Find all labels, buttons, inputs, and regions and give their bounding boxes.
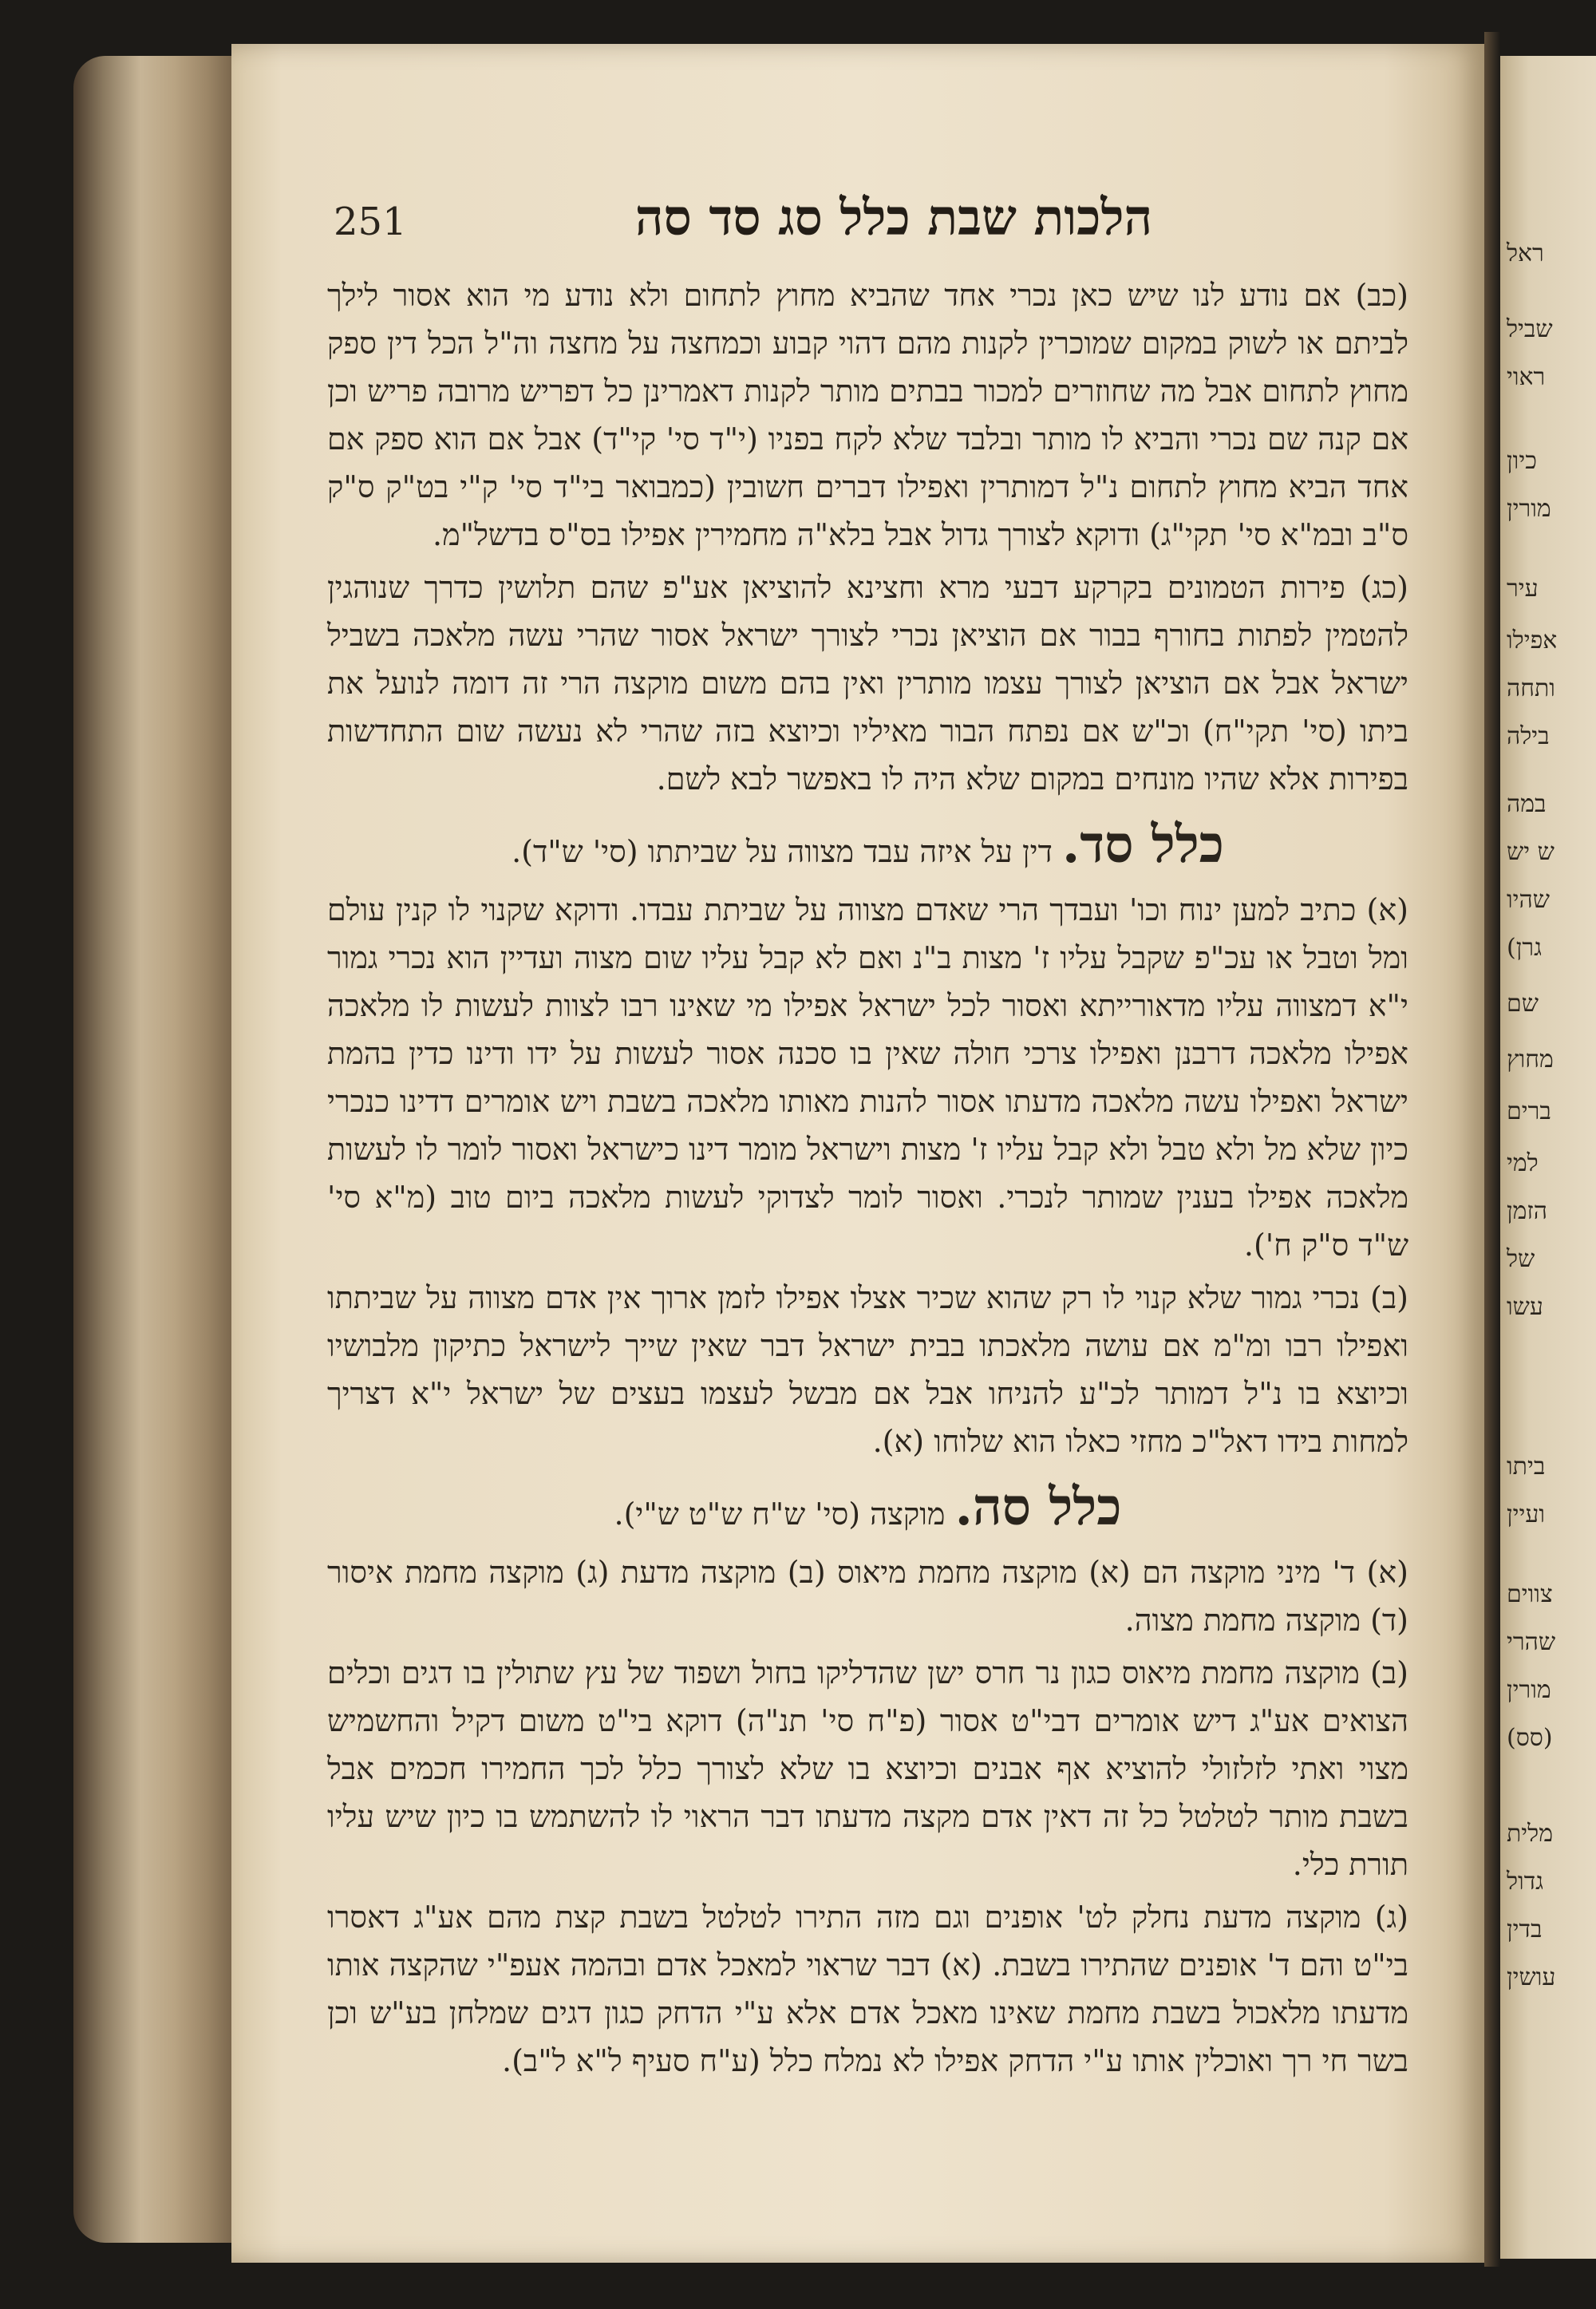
adjacent-page-fragment: של [1507,1245,1535,1273]
adjacent-page-fragment: ברים [1507,1097,1551,1125]
adjacent-page-fragment: מורין [1507,495,1551,523]
adjacent-page-fragment: בדין [1507,1916,1543,1943]
paragraph: (א) כתיב למען ינוח וכו' ועבדך הרי שאדם מצווה על שביתת עבדו. ודוקא שקנוי לו קנין עולם ומל וטבל או עכ"פ שקבל עליו ז' מצות ב"נ ואם לא קבל עליו שום מצוה ועדיין הוא נכרי גמור י"א דמצווה עליו מדאורייתא ואסור לכל ישראל אפילו מי שאינו רבו לצוות לעשות לו מלאכה אפילו מלאכה דרבנן ואפילו צרכי חולה שאין בו סכנה אסור לעשות על ידו ודינו כדין בהמת ישראל ואפילו עשה מלאכה מדעתו אסור להנות מאותו מלאכה בשבת ויש אומרים דדינו כנכרי כיון שלא מל ולא טבל ולא קבל עליו ז' מצות וישראל מומר דינו כישראל ואסור לומר לו לעשות מלאכה אפילו בענין שמותר לנכרי. ואסור לומר לצדוקי לעשות מלאכה ביום טוב (מ"א סי' ש"ד ס"ק ח'). [327,892,1408,1263]
paragraph: (ב) נכרי גמור שלא קנוי לו רק שהוא שכיר אצלו אפילו לזמן ארוך אין אדם מצווה על שביתתו ואפילו רבו ומ"מ אם עושה מלאכתו בבית ישראל דבר שאין שייך לישראל כתיקון מלבושיו וכיוצא בו נ"ל דמותר לכ"ע להניחו אבל אם מבשל לעצמו בעצים של ישראל י"א דצריך למחות בידו דאל"כ מחזי כאלו הוא שלוחו (א). [327,1280,1408,1459]
section-heading [327,1477,1408,1542]
book-page-stack [73,56,241,2243]
adjacent-page-fragment: אפילו [1507,627,1558,654]
section-heading-title: מוקצה (סי' ש"ח ש"ט ש"י). [614,1497,946,1532]
adjacent-page-fragment: מחוץ [1507,1046,1554,1073]
adjacent-page-fragment: (סס) [1507,1724,1553,1752]
text-block [327,271,1408,2090]
adjacent-page-fragment: ש יש [1507,838,1555,866]
paragraph: (כג) פירות הטמונים בקרקע דבעי מרא וחצינא להוציאן אע"פ שהם תלושין כדרך שנוהגין להטמין לפתות בחורף בבור אם הוציאן נכרי לצורך ישראל אסור שהרי עשה מלאכה בשביל ישראל אבל אם הוציאן לצורך עצמו מותרין ואין בהם משום מוקצה הרי זה דומה לנועל את ביתו (סי' תקי"ח) וכ"ש אם נפתח הבור מאיליו וכיוצא בזה שהרי לא נעשה שום התחדשות בפירות אלא שהיו מונחים במקום שלא היה לו באפשר לבא לשם. [327,570,1408,797]
adjacent-page-fragment: מלית [1507,1820,1553,1848]
paragraph: (ג) מוקצה מדעת נחלק לט' אופנים וגם מזה התירו לטלטל בשבת קצת מהם אע"ג דאסרו בי"ט והם ד' אופנים שהתירו בשבת. (א) דבר שראוי למאכל אדם ובהמה אעפ"י שהקצה אותו מדעתו מלאכול בשבת מחמת שאינו מאכל אדם אלא ע"י הדחק כגון דגים שמלחן בע"ש וכן בשר חי רך ואוכלין אותו ע"י הדחק אפילו לא נמלח כלל (ע"ח סעיף ל"א ל"ב). [327,1900,1408,2078]
adjacent-page-fragment: שביל [1507,315,1553,343]
adjacent-page-fragment: ועיין [1507,1500,1546,1528]
adjacent-page-fragment: שהיו [1507,886,1551,914]
adjacent-page-fragment: ראוי [1507,363,1546,391]
book-gutter [1484,32,1500,2267]
running-head: הלכות שבת כלל סג סד סה [634,188,1153,247]
paragraph: (כב) אם נודע לנו שיש כאן נכרי אחד שהביא מחוץ לתחום ולא נודע מי הוא אסור לילך לביתם או לשוק במקום שמוכרין לקנות מהם דהוי קבוע וכמחצה על מחצה וה"ל הכל דין ספק מחוץ לתחום אבל מה שחוזרים למכור בבתים מותר לקנות דאמרינן כל דפריש מרובה פריש וכן אם קנה שם נכרי והביא לו מותר ובלבד שלא לקח בפניו (י"ד סי' קי"ד) אבל אם הוא ספק אם אחד הביא מחוץ לתחום נ"ל דמותרין ואפילו דברים חשובין (כמבואר בי"ד סי' ק"י בט"ק ס"ק ס"ב ובמ"א סי' תקי"ג) ודוקא לצורך גדול אבל בלא"ה מחמירין אפילו בס"ס בדשל"מ. [327,278,1408,552]
adjacent-page-fragment: שהרי [1507,1628,1556,1656]
section-heading [327,817,1408,880]
paragraph: (ב) מוקצה מחמת מיאוס כגון נר חרס ישן שהדליקו בחול ושפוד של עץ שתולין בו דגים וכלים הצואים אע"ג דיש אומרים דבי"ט אסור (פ"ח סי' תנ"ה) דוקא בי"ט משום דקיל והחשמיש מצוי ואתי לזלזולי להוציא אף אבנים וכיוצא בו שלא לצורך כלל לכך החמירו חכמים אבל בשבת מותר לטלטל כל זה דאין אדם מקצה מדעתו דבר הראוי לו להשתמש בו כיון שיש עליו תורת כלי. [327,1655,1408,1882]
adjacent-page-fragment: צווים [1507,1580,1553,1608]
adjacent-page-fragment: ביתו [1507,1453,1546,1481]
adjacent-page-fragment: גרן) [1507,934,1542,962]
adjacent-page-fragment: עושין [1507,1963,1556,1991]
section-heading-title: דין על איזה עבד מצווה על שביתתו (סי' ש"ד). [512,834,1053,869]
adjacent-page-fragment: כיון [1507,447,1537,475]
adjacent-page-fragment: במה [1507,790,1547,818]
adjacent-page-fragment: ותחה [1507,674,1555,702]
adjacent-page-fragment: מורין [1507,1676,1551,1704]
section-heading-number: כלל סד. [1062,815,1224,875]
adjacent-page-edge [1500,56,1596,2259]
paragraph: (א) ד' מיני מוקצה הם (א) מוקצה מחמת מיאוס (ב) מוקצה מדעת (ג) מוקצה מחמת איסור (ד) מוקצה מחמת מצוה. [327,1555,1408,1638]
adjacent-page-fragment: הזמן [1507,1197,1548,1225]
adjacent-page-fragment: בילה [1507,722,1550,750]
adjacent-page-fragment: למי [1507,1149,1539,1177]
adjacent-page-fragment: שם [1507,990,1539,1018]
adjacent-page-fragment: עשו [1507,1293,1543,1321]
page-number: 251 [334,200,407,244]
section-heading-number: כלל סה. [954,1477,1122,1537]
adjacent-page-fragment: גדול [1507,1868,1544,1896]
adjacent-page-fragment: ראל [1507,239,1544,267]
adjacent-page-fragment: עיר [1507,575,1539,603]
